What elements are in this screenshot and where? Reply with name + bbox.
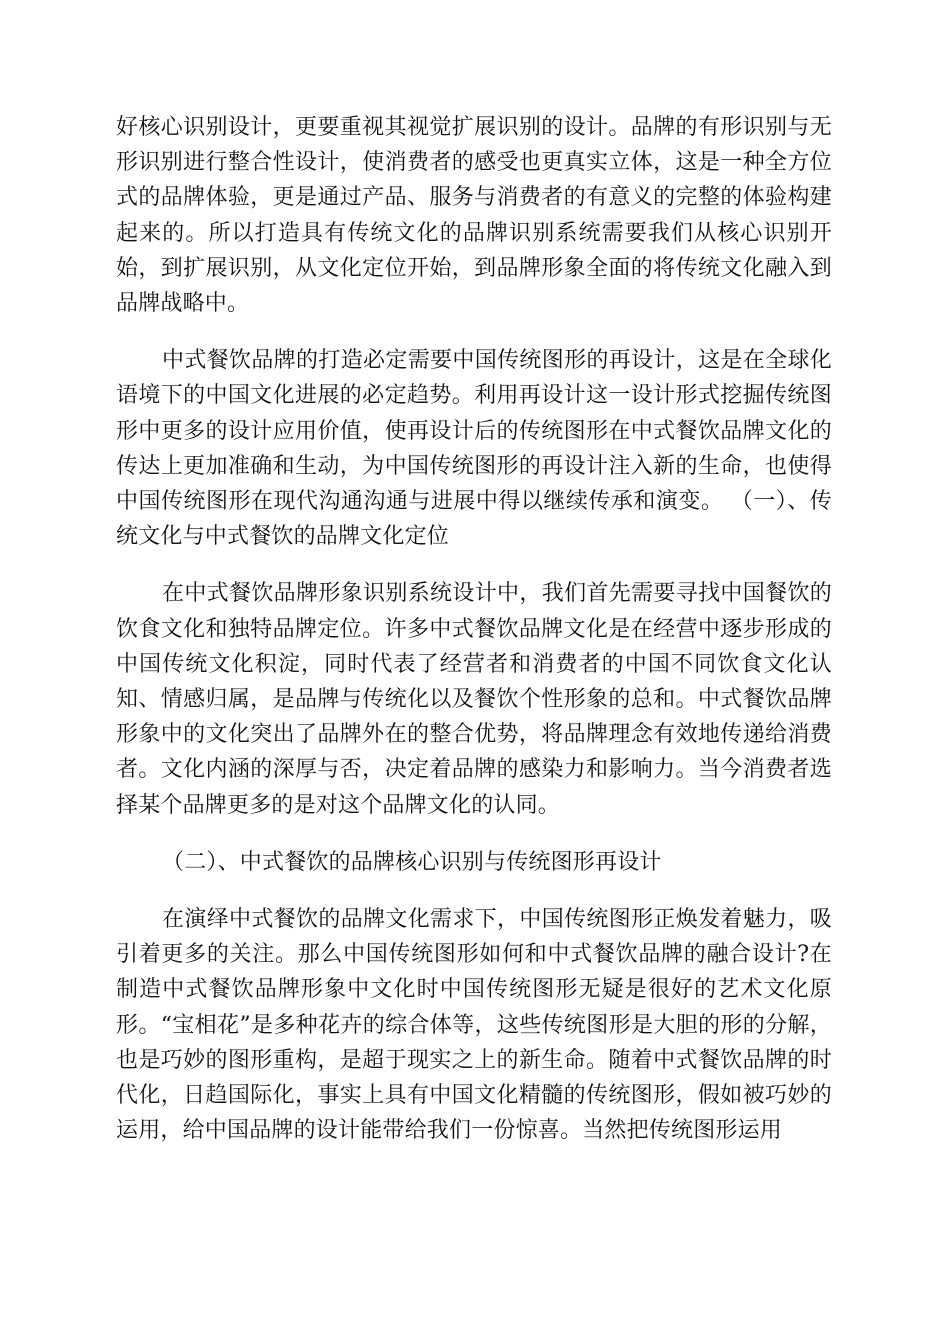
- document-page: [116, 110, 832, 1148]
- paragraph-gap: [116, 554, 832, 576]
- section-heading-2: （二）、中式餐饮的品牌核心识别与传统图形再设计: [162, 849, 662, 875]
- paragraph-2: 中式餐饮品牌的打造必定需要中国传统图形的再设计，这是在全球化语境下的中国文化进展的必定趋势。利用再设计这一设计形式挖掘传统图形中更多的设计应用价值，使再设计后的传统图形在中式餐饮品牌文化的传达上更加准确和生动，为中国传统图形的再设计注入新的生命，也使得中国传统图形在现代沟通沟通与进展中得以继续传承和演变。 （一）、传统文化与中式餐饮的品牌文化定位: [116, 348, 832, 550]
- paragraph-gap: [116, 321, 832, 343]
- paragraph-gap: [116, 880, 832, 902]
- paragraph-3: 在中式餐饮品牌形象识别系统设计中，我们首先需要寻找中国餐饮的饮食文化和独特品牌定位。许多中式餐饮品牌文化是在经营中逐步形成的中国传统文化积淀，同时代表了经营者和消费者的中国不同饮食文化认知、情感归属，是品牌与传统化以及餐饮个性形象的总和。中式餐饮品牌形象中的文化突出了品牌外在的整合优势，将品牌理念有效地传递给消费者。文化内涵的深厚与否，决定着品牌的感染力和影响力。当今消费者选择某个品牌更多的是对这个品牌文化的认同。: [116, 581, 832, 818]
- paragraph-1: 好核心识别设计，更要重视其视觉扩展识别的设计。品牌的有形识别与无形识别进行整合性设计，使消费者的感受也更真实立体，这是一种全方位式的品牌体验，更是通过产品、服务与消费者的有意义的完整的体验构建起来的。所以打造具有传统文化的品牌识别系统需要我们从核心识别开始，到扩展识别，从文化定位开始，到品牌形象全面的将传统文化融入到品牌战略中。: [116, 115, 832, 317]
- paragraph-5: 在演绎中式餐饮的品牌文化需求下，中国传统图形正焕发着魅力，吸引着更多的关注。那么中国传统图形如何和中式餐饮品牌的融合设计?在制造中式餐饮品牌形象中文化时中国传统图形无疑是很好的艺术文化原形。“宝相花”是多种花卉的综合体等，这些传统图形是大胆的形的分解，也是巧妙的图形重构，是超于现实之上的新生命。随着中式餐饮品牌的时代化，日趋国际化，事实上具有中国文化精髓的传统图形，假如被巧妙的运用，给中国品牌的设计能带给我们一份惊喜。当然把传统图形运用: [116, 907, 832, 1144]
- paragraph-gap: [116, 823, 832, 845]
